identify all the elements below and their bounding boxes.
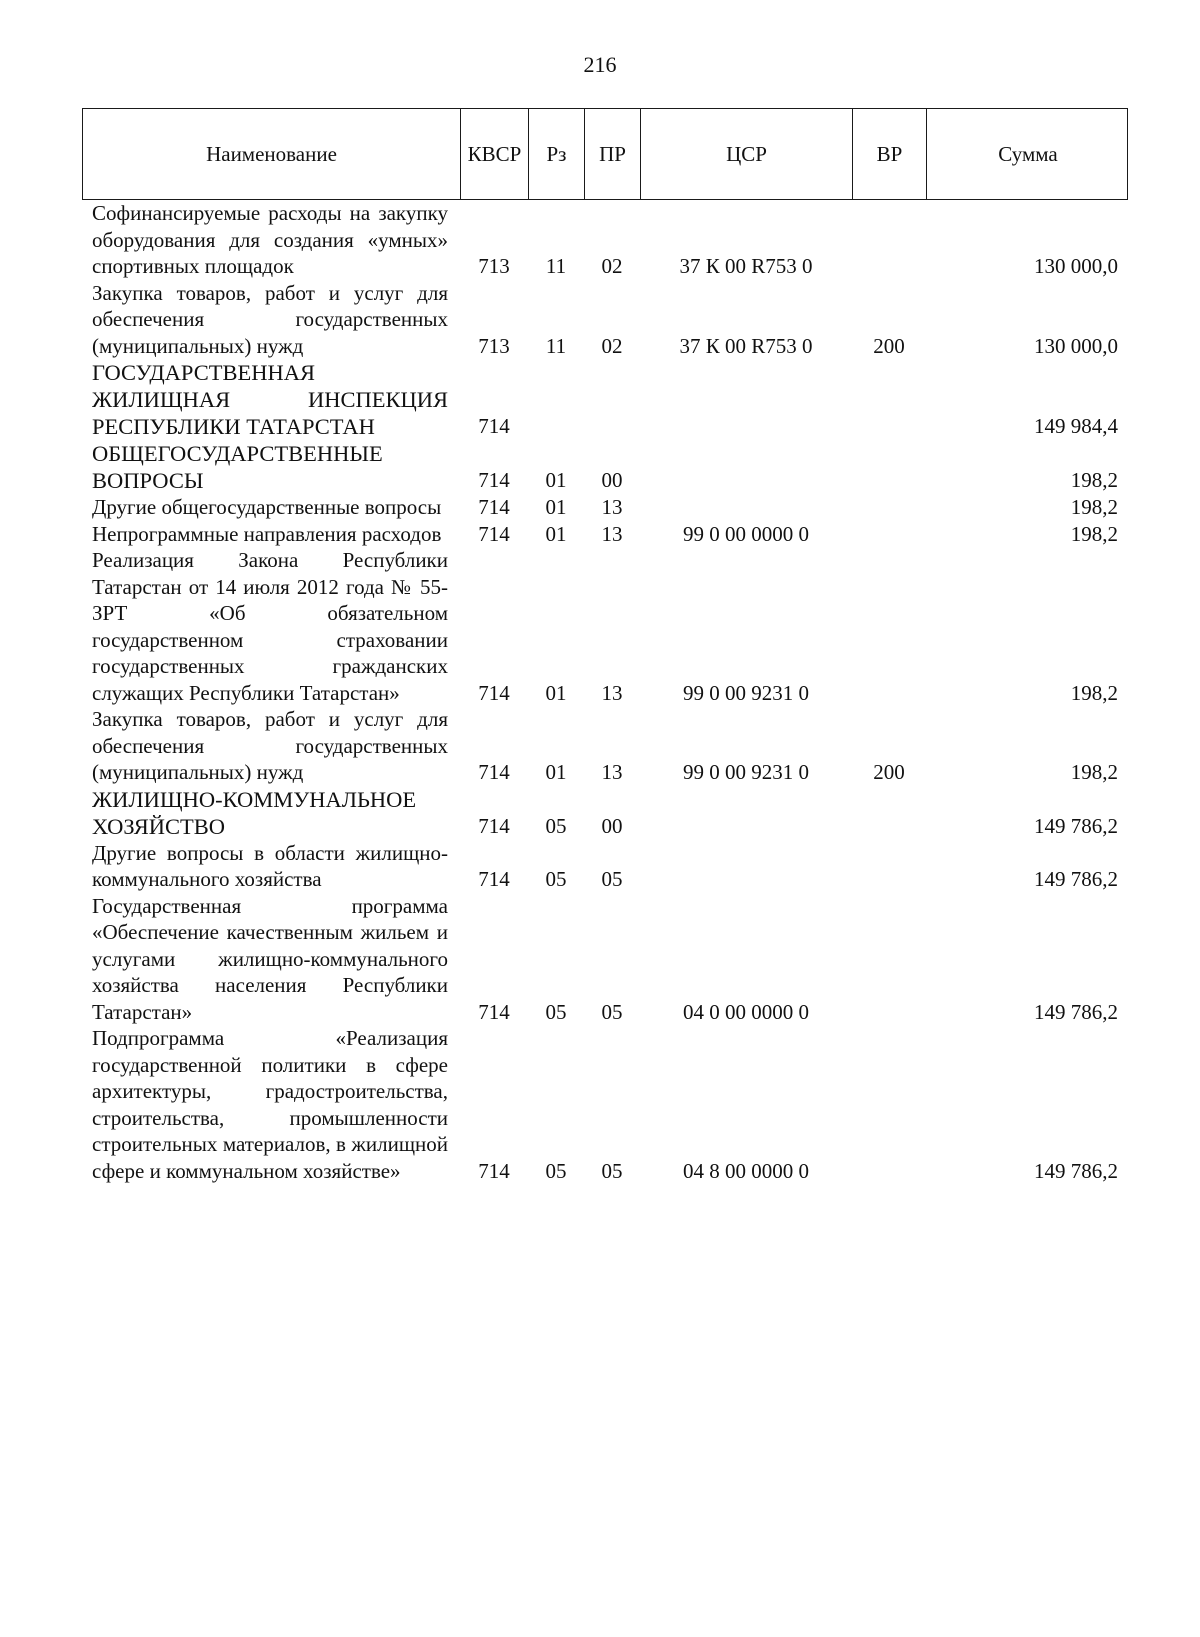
table-row	[82, 706, 1128, 786]
row-rz: 01	[545, 521, 567, 546]
row-pr: 05	[601, 999, 623, 1024]
header-name: Наименование	[83, 109, 461, 199]
row-pr: 05	[601, 867, 623, 891]
row-kvsr: 714	[478, 760, 510, 784]
row-pr: 13	[601, 680, 623, 705]
row-kvsr: 714	[478, 867, 510, 891]
row-sum: 149 786,2	[1034, 1158, 1118, 1183]
row-kvsr: 713	[478, 254, 510, 278]
row-kvsr: 714	[478, 414, 510, 438]
row-kvsr: 714	[478, 468, 510, 492]
row-vr: 200	[873, 333, 905, 358]
row-pr: 02	[601, 254, 623, 278]
row-rz: 01	[545, 760, 567, 784]
row-csr: 99 0 00 0000 0	[683, 521, 809, 546]
row-kvsr: 714	[478, 1158, 510, 1183]
row-name: ОБЩЕГОСУДАРСТВЕННЫЕ ВОПРОСЫ	[92, 441, 383, 493]
row-sum: 149 786,2	[1034, 813, 1118, 838]
row-pr: 05	[601, 1158, 623, 1183]
table-row	[82, 494, 1128, 521]
row-kvsr: 714	[478, 680, 510, 705]
row-kvsr: 714	[478, 521, 510, 546]
table-row	[82, 547, 1128, 706]
row-rz: 05	[545, 999, 567, 1024]
header-csr: ЦСР	[641, 109, 853, 199]
table-row	[82, 786, 1128, 840]
row-sum: 130 000,0	[1034, 254, 1118, 278]
row-sum: 130 000,0	[1034, 333, 1118, 358]
page-number: 216	[583, 52, 617, 77]
row-rz: 01	[545, 680, 567, 705]
row-vr: 200	[873, 760, 905, 784]
table-row	[82, 840, 1128, 893]
row-name: ЖИЛИЩНО-КОММУНАЛЬНОЕ ХОЗЯЙСТВО	[92, 786, 417, 839]
row-name: ГОСУДАРСТВЕННАЯ ЖИЛИЩНАЯ ИНСПЕКЦИЯ РЕСПУБЛИКИ ТАТАРСТАН	[92, 360, 448, 439]
row-sum: 149 786,2	[1034, 999, 1118, 1024]
row-csr: 37 К 00 R753 0	[679, 254, 813, 278]
row-name: Другие вопросы в области жилищно-коммунального хозяйства	[92, 840, 448, 891]
row-csr: 99 0 00 9231 0	[683, 760, 809, 784]
row-rz: 01	[545, 468, 567, 492]
row-rz: 11	[545, 254, 567, 278]
row-sum: 198,2	[1070, 521, 1118, 546]
row-rz: 05	[545, 1158, 567, 1183]
row-pr: 00	[601, 813, 623, 838]
row-csr: 04 0 00 0000 0	[683, 999, 809, 1024]
row-name: Закупка товаров, работ и услуг для обеспечения государственных (муниципальных) нужд	[92, 280, 448, 358]
row-sum: 198,2	[1070, 760, 1118, 784]
header-vr: ВР	[853, 109, 927, 199]
row-sum: 198,2	[1070, 495, 1118, 519]
row-rz: 01	[545, 495, 567, 519]
row-csr: 99 0 00 9231 0	[683, 680, 809, 705]
header-kvsr: КВСР	[461, 109, 529, 199]
table-row	[82, 200, 1128, 280]
row-sum: 149 786,2	[1034, 867, 1118, 891]
row-name: Подпрограмма «Реализация государственной политики в сфере архитектуры, градостроительства, строительства, промышленности строительных материалов, в жилищной сфере и коммунальном хозяйстве»	[92, 1026, 448, 1183]
row-kvsr: 714	[478, 495, 510, 519]
row-rz: 05	[545, 813, 567, 838]
table-row	[82, 1025, 1128, 1184]
header-rz: Рз	[529, 109, 585, 199]
header-sum: Сумма	[998, 141, 1058, 166]
row-csr: 04 8 00 0000 0	[683, 1158, 809, 1183]
table-row	[82, 521, 1128, 548]
table-row	[82, 440, 1128, 494]
row-name: Другие общегосударственные вопросы	[92, 495, 442, 519]
row-kvsr: 713	[478, 333, 510, 358]
row-pr: 13	[601, 521, 623, 546]
row-kvsr: 714	[478, 999, 510, 1024]
row-name: Непрограммные направления расходов	[92, 521, 442, 546]
row-rz: 05	[545, 867, 567, 891]
row-pr: 02	[601, 333, 623, 358]
row-pr: 13	[601, 495, 623, 519]
table-row	[82, 280, 1128, 360]
row-sum: 198,2	[1070, 680, 1118, 705]
row-kvsr: 714	[478, 813, 510, 838]
header-pr: ПР	[585, 109, 641, 199]
table-body	[82, 200, 1128, 1184]
row-rz: 11	[545, 333, 567, 358]
row-pr: 00	[601, 468, 623, 492]
table-row	[82, 359, 1128, 440]
table-header	[82, 108, 1128, 200]
row-pr: 13	[601, 760, 623, 784]
row-name: Софинансируемые расходы на закупку оборудования для создания «умных» спортивных площадок	[92, 201, 448, 278]
row-name: Государственная программа «Обеспечение качественным жильем и услугами жилищно-коммунального хозяйства населения Республики Татарстан»	[92, 893, 448, 1024]
row-csr: 37 К 00 R753 0	[679, 333, 813, 358]
row-name: Закупка товаров, работ и услуг для обеспечения государственных (муниципальных) нужд	[92, 707, 448, 784]
row-sum: 149 984,4	[1034, 414, 1118, 438]
table-row	[82, 893, 1128, 1026]
row-name: Реализация Закона Республики Татарстан от 14 июля 2012 года № 55-ЗРТ «Об обязательном государственном страховании государственных гражданских служащих Республики Татарстан»	[92, 548, 448, 705]
row-sum: 198,2	[1070, 468, 1118, 492]
